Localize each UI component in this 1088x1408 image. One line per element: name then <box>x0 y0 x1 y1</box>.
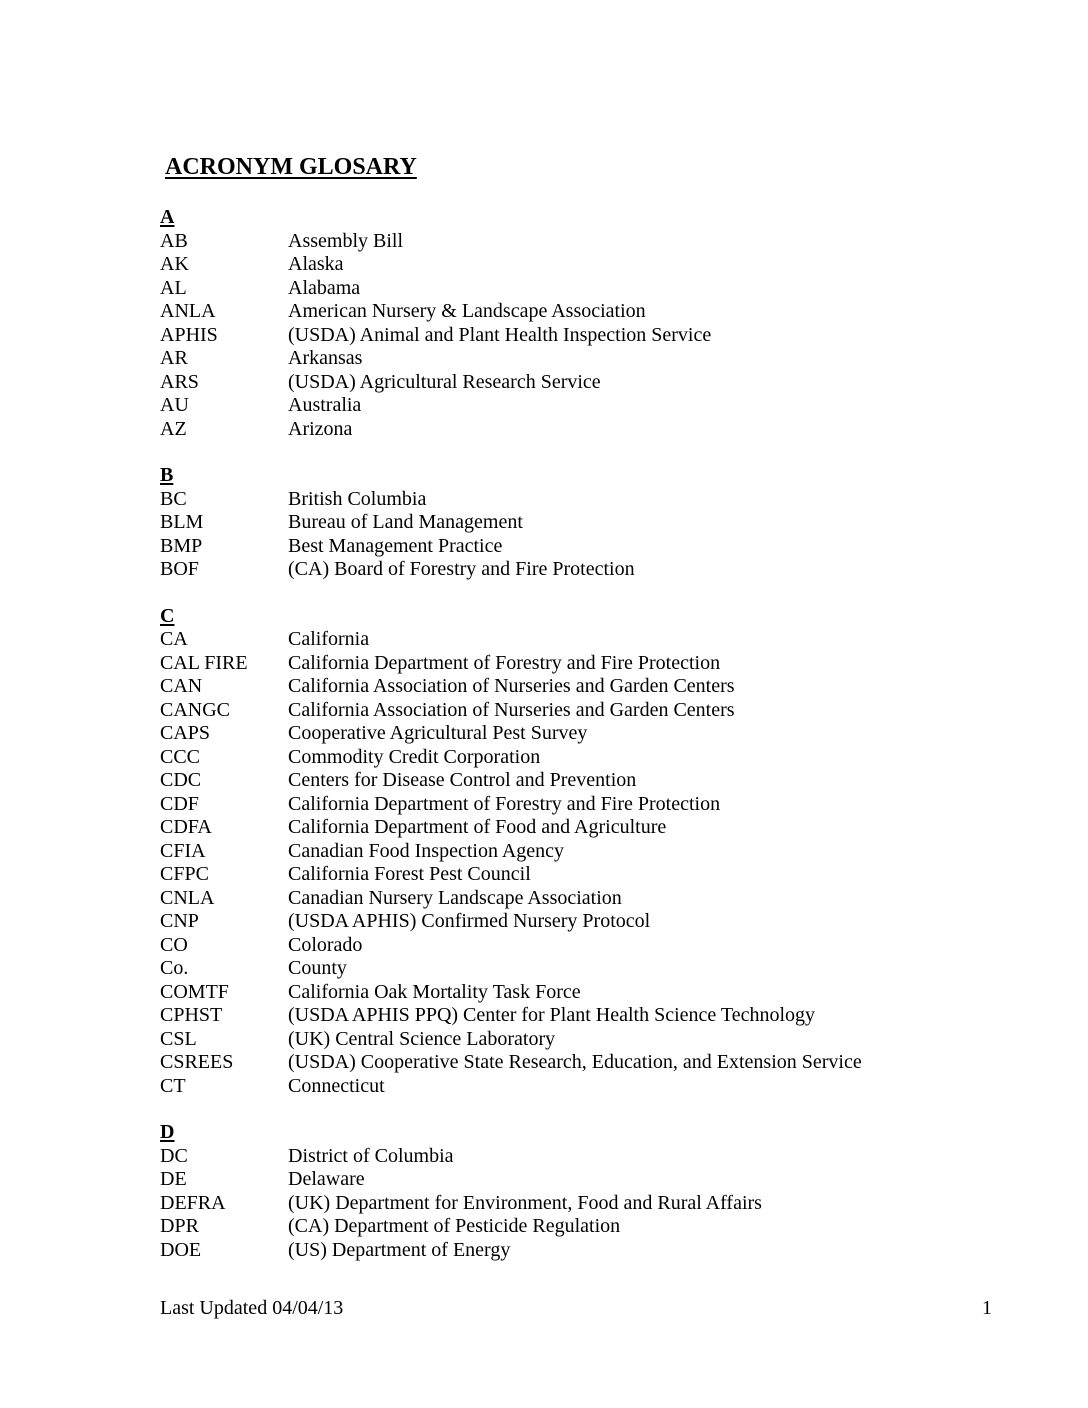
acronym-definition: California Department of Forestry and Fire Protection <box>288 651 721 674</box>
acronym-term: AR <box>160 347 188 369</box>
acronym-definition: (UK) Department for Environment, Food and Rural Affairs <box>288 1191 762 1214</box>
glossary-entry <box>160 1051 1040 1075</box>
glossary-entry <box>160 347 1040 371</box>
acronym-definition: (US) Department of Energy <box>288 1238 511 1261</box>
acronym-definition: (USDA APHIS PPQ) Center for Plant Health Science Technology <box>288 1004 816 1026</box>
acronym-definition: Arkansas <box>288 347 363 369</box>
acronym-term: CCC <box>160 745 201 768</box>
acronym-definition: (USDA) Cooperative State Research, Education, and Extension Service <box>288 1051 862 1073</box>
acronym-definition: Canadian Nursery Landscape Association <box>288 886 622 909</box>
page-number: 1 <box>982 1297 992 1319</box>
glossary-entry <box>160 1004 1040 1028</box>
glossary-entry <box>160 488 1040 512</box>
glossary-entry <box>160 253 1040 277</box>
acronym-definition: Best Management Practice <box>288 534 503 557</box>
acronym-term: CAN <box>160 675 203 697</box>
acronym-term: CPHST <box>160 1004 223 1026</box>
acronym-definition: (CA) Department of Pesticide Regulation <box>288 1215 621 1237</box>
glossary-entry <box>160 1145 1040 1169</box>
acronym-definition: County <box>288 957 347 979</box>
acronym-definition: (USDA APHIS) Confirmed Nursery Protocol <box>288 910 651 932</box>
glossary-entry <box>160 652 1040 676</box>
acronym-definition: Alabama <box>288 276 361 299</box>
acronym-definition: (USDA) Agricultural Research Service <box>288 370 601 393</box>
acronym-term: CANGC <box>160 698 231 721</box>
glossary-entry <box>160 981 1040 1005</box>
acronym-term: ANLA <box>160 300 216 322</box>
acronym-term: DPR <box>160 1215 199 1237</box>
glossary-entry <box>160 371 1040 395</box>
glossary-entry <box>160 418 1040 442</box>
acronym-term: ARS <box>160 370 199 393</box>
acronym-definition: California Forest Pest Council <box>288 863 531 885</box>
acronym-term: AZ <box>160 417 187 440</box>
glossary-entry <box>160 558 1040 582</box>
acronym-term: CAPS <box>160 722 211 744</box>
glossary-entry <box>160 1215 1040 1239</box>
glossary-entry <box>160 1075 1040 1099</box>
acronym-definition: Assembly Bill <box>288 229 404 252</box>
glossary-entry <box>160 840 1040 864</box>
acronym-term: BC <box>160 487 187 510</box>
acronym-term: APHIS <box>160 323 218 346</box>
glossary-entry <box>160 230 1040 254</box>
glossary-entry <box>160 746 1040 770</box>
glossary-section-b <box>160 464 1040 582</box>
acronym-definition: Commodity Credit Corporation <box>288 745 541 768</box>
acronym-definition: Delaware <box>288 1168 365 1190</box>
glossary-entry <box>160 1192 1040 1216</box>
glossary-entry <box>160 511 1040 535</box>
acronym-term: Co. <box>160 957 189 979</box>
acronym-term: CNLA <box>160 886 215 909</box>
acronym-term: CSL <box>160 1027 197 1050</box>
acronym-term: BOF <box>160 558 199 580</box>
acronym-term: CNP <box>160 910 199 932</box>
acronym-definition: California Association of Nurseries and Garden Centers <box>288 675 735 697</box>
acronym-term: CDFA <box>160 816 212 838</box>
glossary-entry <box>160 300 1040 324</box>
glossary-section-c <box>160 605 1040 1099</box>
acronym-term: DE <box>160 1168 187 1190</box>
glossary-entry <box>160 863 1040 887</box>
acronym-term: CT <box>160 1074 186 1097</box>
acronym-term: CO <box>160 933 188 956</box>
acronym-term: CAL FIRE <box>160 651 248 674</box>
glossary-section-a <box>160 206 1040 441</box>
acronym-term: AB <box>160 229 188 252</box>
glossary-entry <box>160 628 1040 652</box>
glossary-entry <box>160 816 1040 840</box>
acronym-term: BMP <box>160 534 203 557</box>
acronym-term: AL <box>160 276 187 299</box>
glossary-entry <box>160 1239 1040 1263</box>
acronym-term: DOE <box>160 1238 202 1261</box>
acronym-definition: California Association of Nurseries and Garden Centers <box>288 698 735 721</box>
glossary-entry <box>160 394 1040 418</box>
acronym-term: DEFRA <box>160 1191 226 1214</box>
glossary-entry <box>160 722 1040 746</box>
acronym-definition: Arizona <box>288 417 353 440</box>
glossary-entry <box>160 675 1040 699</box>
section-letter-heading: C <box>160 604 175 627</box>
acronym-definition: California Department of Food and Agriculture <box>288 816 667 838</box>
glossary-entry <box>160 769 1040 793</box>
acronym-definition: California Oak Mortality Task Force <box>288 980 581 1003</box>
section-letter-heading: A <box>160 206 175 228</box>
section-letter-heading: B <box>160 464 174 486</box>
acronym-term: CFIA <box>160 839 206 862</box>
glossary-entry <box>160 324 1040 348</box>
acronym-term: DC <box>160 1144 188 1167</box>
acronym-term: BLM <box>160 511 204 533</box>
page-title: ACRONYM GLOSARY <box>165 154 417 180</box>
acronym-definition: Bureau of Land Management <box>288 511 523 533</box>
glossary-entry <box>160 934 1040 958</box>
glossary-list <box>160 206 1040 1285</box>
acronym-definition: Canadian Food Inspection Agency <box>288 839 565 862</box>
acronym-definition: California Department of Forestry and Fire Protection <box>288 792 721 815</box>
glossary-entry <box>160 535 1040 559</box>
glossary-entry <box>160 957 1040 981</box>
glossary-section-d <box>160 1121 1040 1262</box>
last-updated-footer: Last Updated 04/04/13 <box>160 1297 344 1319</box>
acronym-definition: Connecticut <box>288 1074 385 1097</box>
acronym-term: CDF <box>160 792 199 815</box>
glossary-entry <box>160 887 1040 911</box>
acronym-definition: District of Columbia <box>288 1144 454 1167</box>
glossary-entry <box>160 277 1040 301</box>
section-letter-heading: D <box>160 1121 175 1143</box>
acronym-definition: (USDA) Animal and Plant Health Inspection Service <box>288 323 712 346</box>
acronym-term: CDC <box>160 769 202 791</box>
glossary-entry <box>160 910 1040 934</box>
acronym-definition: Australia <box>288 394 362 416</box>
acronym-definition: (UK) Central Science Laboratory <box>288 1027 556 1050</box>
acronym-definition: (CA) Board of Forestry and Fire Protection <box>288 558 635 580</box>
acronym-term: COMTF <box>160 980 229 1003</box>
acronym-definition: Cooperative Agricultural Pest Survey <box>288 722 588 744</box>
acronym-term: CSREES <box>160 1051 234 1073</box>
glossary-entry <box>160 793 1040 817</box>
acronym-definition: Colorado <box>288 933 363 956</box>
acronym-term: CA <box>160 628 188 650</box>
acronym-definition: Alaska <box>288 253 344 275</box>
acronym-definition: California <box>288 628 370 650</box>
glossary-entry <box>160 1028 1040 1052</box>
acronym-definition: British Columbia <box>288 487 427 510</box>
glossary-entry <box>160 699 1040 723</box>
acronym-definition: American Nursery & Landscape Association <box>288 300 646 322</box>
glossary-entry <box>160 1168 1040 1192</box>
acronym-term: CFPC <box>160 863 209 885</box>
acronym-term: AU <box>160 394 189 416</box>
acronym-definition: Centers for Disease Control and Prevention <box>288 769 637 791</box>
acronym-term: AK <box>160 253 189 275</box>
